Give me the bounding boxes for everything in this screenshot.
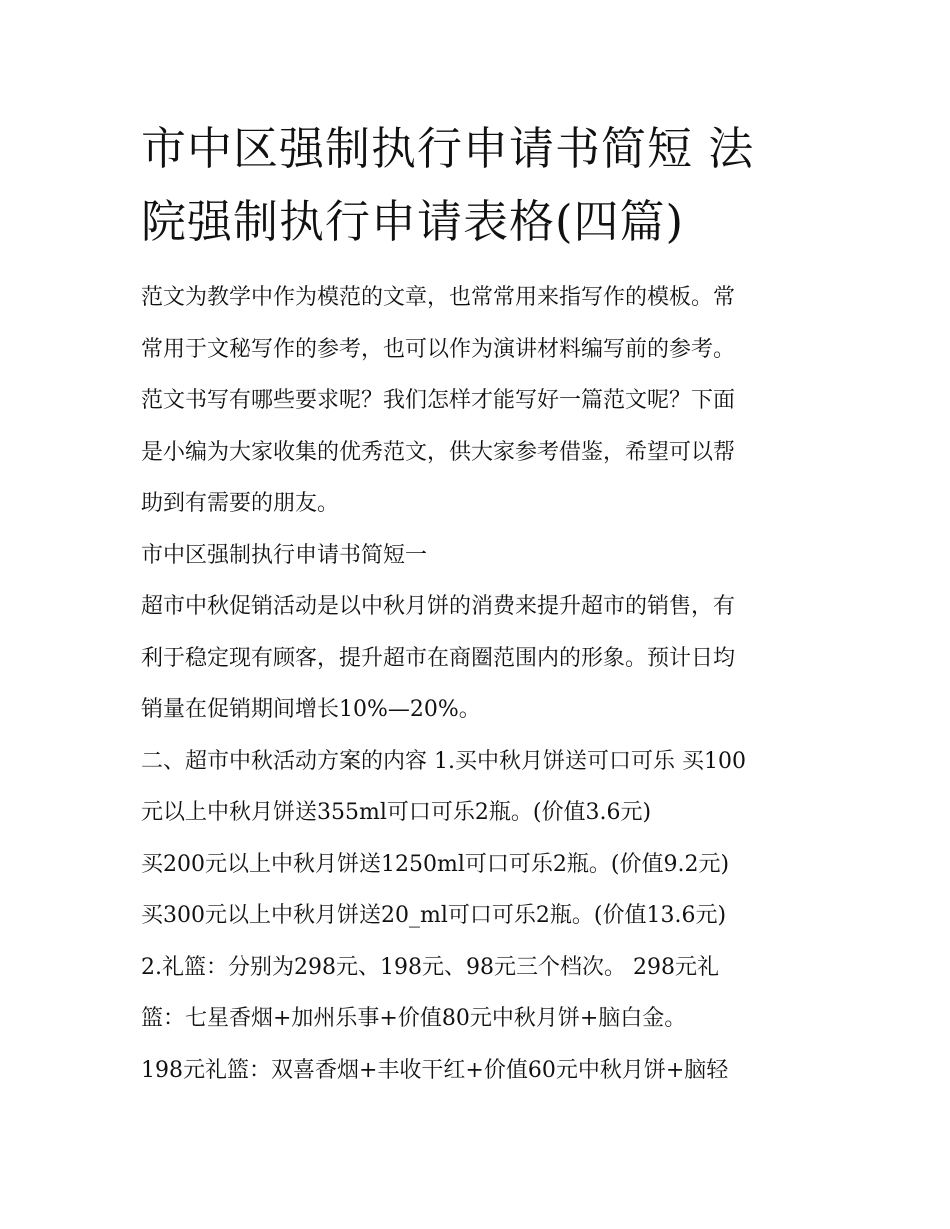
title-line: 院强制执行申请表格(四篇) (141, 195, 685, 248)
body-line: 2.礼篮：分别为298元、198元、98元三个档次。 298元礼 (141, 954, 719, 980)
body-line: 二、超市中秋活动方案的内容 1.买中秋月饼送可口可乐 买100 (141, 748, 746, 774)
title-line: 市中区强制执行申请书简短 法 (141, 122, 755, 175)
body-line: 销量在促销期间增长10%—20%。 (141, 697, 481, 722)
body-line: 买200元以上中秋月饼送1250ml可口可乐2瓶。(价值9.2元) (141, 851, 730, 877)
document-title (141, 112, 821, 258)
body-line: 198元礼篮：双喜香烟+丰收干红+价值60元中秋月饼+脑轻 (141, 1057, 729, 1083)
body-line: 范文为教学中作为模范的文章，也常常用来指写作的模板。常 (141, 285, 736, 310)
body-line: 买300元以上中秋月饼送20_ml可口可乐2瓶。(价值13.6元) (141, 903, 727, 928)
body-line: 超市中秋促销活动是以中秋月饼的消费来提升超市的销售，有 (141, 594, 736, 619)
body-line: 篮：七星香烟+加州乐事+价值80元中秋月饼+脑白金。 (141, 1006, 687, 1031)
body-line: 元以上中秋月饼送355ml可口可乐2瓶。(价值3.6元) (141, 800, 652, 825)
body-line: 范文书写有哪些要求呢？我们怎样才能写好一篇范文呢？下面 (141, 388, 736, 413)
body-line: 是小编为大家收集的优秀范文，供大家参考借鉴，希望可以帮 (141, 439, 736, 465)
body-line: 利于稳定现有顾客，提升超市在商圈范围内的形象。预计日均 (141, 645, 736, 671)
document-body (141, 272, 821, 1096)
body-line: 常用于文秘写作的参考，也可以作为演讲材料编写前的参考。 (141, 336, 736, 362)
body-line: 助到有需要的朋友。 (141, 491, 340, 516)
section-heading: 市中区强制执行申请书简短一 (141, 542, 428, 568)
